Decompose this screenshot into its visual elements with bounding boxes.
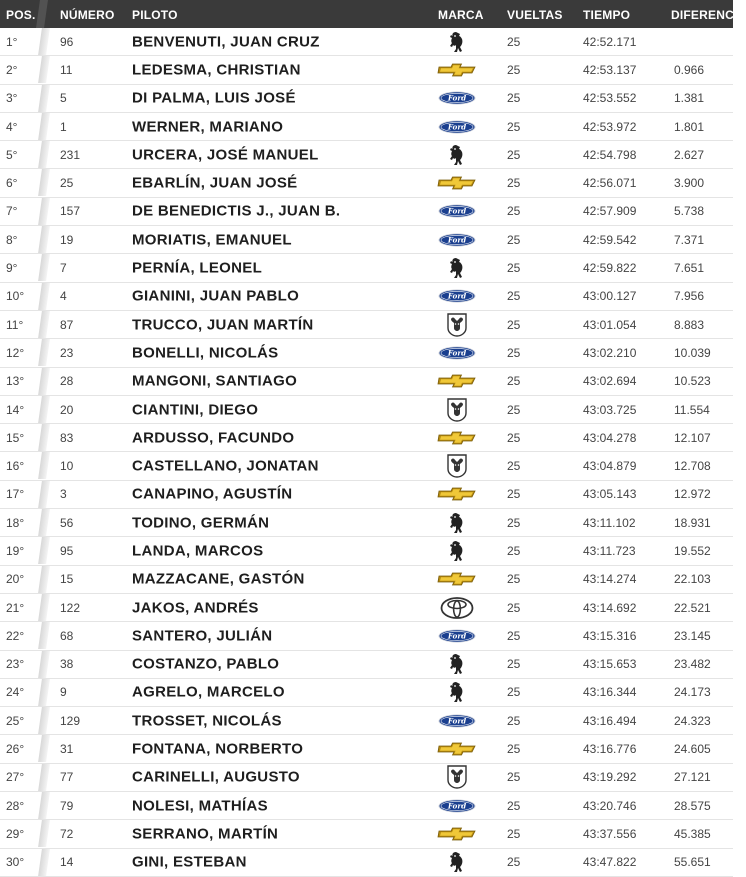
torino-bull-icon (437, 31, 477, 53)
gap-cell: 45.385 (674, 826, 711, 841)
laps-cell: 25 (507, 572, 521, 587)
table-row[interactable] (0, 169, 733, 197)
header-diferencia[interactable]: DIFERENCIA (671, 8, 746, 22)
table-row[interactable] (0, 198, 733, 226)
row-stripe (32, 113, 52, 140)
chevrolet-bowtie-icon (437, 59, 477, 81)
svg-text:Ford: Ford (447, 348, 467, 358)
ford-oval-icon (437, 342, 477, 364)
car-number-cell: 31 (60, 742, 74, 757)
table-row[interactable] (0, 339, 733, 367)
gap-cell: 23.145 (674, 628, 711, 643)
laps-cell: 25 (507, 798, 521, 813)
row-stripe (32, 792, 52, 819)
svg-text:Ford: Ford (447, 291, 467, 301)
laps-cell: 25 (507, 855, 521, 870)
position-cell: 19° (6, 543, 25, 558)
gap-cell: 5.738 (674, 204, 705, 219)
table-row[interactable] (0, 481, 733, 509)
position-cell: 3° (6, 91, 18, 106)
header-marca[interactable]: MARCA (438, 8, 484, 22)
dodge-ram-icon (437, 455, 477, 477)
laps-cell: 25 (507, 374, 521, 389)
row-stripe (32, 396, 52, 423)
car-number-cell: 83 (60, 430, 74, 445)
table-row[interactable] (0, 368, 733, 396)
position-cell: 5° (6, 147, 18, 162)
car-number-cell: 11 (60, 62, 73, 77)
car-number-cell: 15 (60, 572, 74, 587)
driver-name-cell: BONELLI, NICOLÁS (132, 344, 279, 362)
gap-cell: 24.323 (674, 713, 711, 728)
time-cell: 43:00.127 (583, 289, 637, 304)
table-row[interactable] (0, 622, 733, 650)
gap-cell: 1.381 (674, 91, 705, 106)
table-row[interactable] (0, 735, 733, 763)
gap-cell: 19.552 (674, 543, 711, 558)
position-cell: 4° (6, 119, 18, 134)
header-pos[interactable]: POS. (6, 8, 36, 22)
time-cell: 43:01.054 (583, 317, 637, 332)
dodge-ram-icon (437, 314, 477, 336)
table-row[interactable] (0, 792, 733, 820)
driver-name-cell: EBARLÍN, JUAN JOSÉ (132, 174, 298, 192)
row-stripe (32, 28, 52, 55)
table-header (0, 0, 746, 28)
laps-cell: 25 (507, 742, 521, 757)
row-stripe (32, 566, 52, 593)
svg-text:Ford: Ford (447, 801, 467, 811)
laps-cell: 25 (507, 34, 521, 49)
gap-cell: 12.972 (674, 487, 711, 502)
car-number-cell: 23 (60, 345, 74, 360)
table-row[interactable] (0, 254, 733, 282)
laps-cell: 25 (507, 543, 521, 558)
row-stripe (32, 622, 52, 649)
car-number-cell: 231 (60, 147, 81, 162)
driver-name-cell: COSTANZO, PABLO (132, 655, 280, 673)
table-row[interactable] (0, 452, 733, 480)
time-cell: 43:02.210 (583, 345, 637, 360)
table-row[interactable] (0, 594, 733, 622)
laps-cell: 25 (507, 289, 521, 304)
driver-name-cell: DE BENEDICTIS J., JUAN B. (132, 202, 341, 220)
time-cell: 42:53.552 (583, 91, 637, 106)
laps-cell: 25 (507, 826, 521, 841)
driver-name-cell: LEDESMA, CHRISTIAN (132, 61, 301, 79)
ford-oval-icon (437, 200, 477, 222)
car-number-cell: 95 (60, 543, 74, 558)
row-stripe (32, 509, 52, 536)
time-cell: 42:59.822 (583, 261, 637, 276)
row-stripe (32, 707, 52, 734)
gap-cell: 12.708 (674, 459, 711, 474)
gap-cell: 23.482 (674, 657, 711, 672)
row-stripe (32, 339, 52, 366)
ford-oval-icon (437, 625, 477, 647)
row-stripe (32, 424, 52, 451)
position-cell: 26° (6, 742, 25, 757)
driver-name-cell: TODINO, GERMÁN (132, 514, 270, 532)
car-number-cell: 1 (60, 119, 67, 134)
car-number-cell: 10 (60, 459, 74, 474)
table-row[interactable] (0, 283, 733, 311)
driver-name-cell: LANDA, MARCOS (132, 542, 264, 560)
driver-name-cell: BENVENUTI, JUAN CRUZ (132, 33, 320, 51)
position-cell: 9° (6, 261, 18, 276)
torino-bull-icon (437, 653, 477, 675)
position-cell: 13° (6, 374, 25, 389)
laps-cell: 25 (507, 62, 521, 77)
ford-oval-icon (437, 285, 477, 307)
laps-cell: 25 (507, 628, 521, 643)
table-row[interactable] (0, 85, 733, 113)
row-stripe (32, 283, 52, 310)
time-cell: 43:15.653 (583, 657, 637, 672)
gap-cell: 10.523 (674, 374, 711, 389)
position-cell: 12° (6, 345, 25, 360)
laps-cell: 25 (507, 176, 521, 191)
row-stripe (32, 56, 52, 83)
driver-name-cell: CIANTINI, DIEGO (132, 401, 259, 418)
car-number-cell: 79 (60, 798, 74, 813)
header-stripe (36, 0, 48, 28)
driver-name-cell: PERNÍA, LEONEL (132, 259, 263, 277)
ford-oval-icon (437, 116, 477, 138)
table-row[interactable] (0, 651, 733, 679)
time-cell: 43:16.776 (583, 742, 637, 757)
gap-cell: 24.605 (674, 742, 711, 757)
gap-cell: 28.575 (674, 798, 711, 813)
time-cell: 43:15.316 (583, 628, 637, 643)
table-row[interactable] (0, 820, 733, 848)
row-stripe (32, 679, 52, 706)
car-number-cell: 3 (60, 487, 67, 502)
position-cell: 11° (6, 317, 24, 332)
time-cell: 43:04.879 (583, 459, 637, 474)
row-stripe (32, 141, 52, 168)
car-number-cell: 25 (60, 176, 74, 191)
row-stripe (32, 820, 52, 847)
time-cell: 42:53.137 (583, 62, 637, 77)
table-row[interactable] (0, 56, 733, 84)
gap-cell: 27.121 (674, 770, 711, 785)
laps-cell: 25 (507, 515, 521, 530)
dodge-ram-icon (437, 766, 477, 788)
laps-cell: 25 (507, 91, 521, 106)
time-cell: 43:02.694 (583, 374, 637, 389)
position-cell: 27° (6, 770, 25, 785)
gap-cell: 12.107 (674, 430, 711, 445)
position-cell: 24° (6, 685, 25, 700)
row-stripe (32, 368, 52, 395)
dodge-ram-icon (437, 399, 477, 421)
svg-text:Ford: Ford (447, 207, 467, 217)
row-stripe (32, 764, 52, 791)
time-cell: 43:37.556 (583, 826, 637, 841)
ford-oval-icon (437, 795, 477, 817)
row-stripe (32, 254, 52, 281)
position-cell: 14° (6, 402, 25, 417)
gap-cell: 7.371 (674, 232, 705, 247)
driver-name-cell: CANAPINO, AGUSTÍN (132, 485, 293, 503)
laps-cell: 25 (507, 713, 521, 728)
time-cell: 43:19.292 (583, 770, 637, 785)
ford-oval-icon (437, 87, 477, 109)
driver-name-cell: CASTELLANO, JONATAN (132, 457, 319, 475)
driver-name-cell: NOLESI, MATHÍAS (132, 797, 268, 815)
laps-cell: 25 (507, 317, 521, 332)
laps-cell: 25 (507, 147, 521, 162)
svg-text:Ford: Ford (447, 122, 467, 132)
car-number-cell: 56 (60, 515, 74, 530)
car-number-cell: 68 (60, 628, 74, 643)
table-body (0, 28, 733, 877)
gap-cell: 8.883 (674, 317, 705, 332)
position-cell: 30° (6, 855, 25, 870)
car-number-cell: 9 (60, 685, 67, 700)
gap-cell: 0.966 (674, 62, 705, 77)
position-cell: 6° (6, 176, 18, 191)
time-cell: 43:16.494 (583, 713, 637, 728)
chevrolet-bowtie-icon (437, 483, 477, 505)
torino-bull-icon (437, 512, 477, 534)
ford-oval-icon (437, 710, 477, 732)
row-stripe (32, 452, 52, 479)
car-number-cell: 4 (60, 289, 67, 304)
torino-bull-icon (437, 540, 477, 562)
driver-name-cell: CARINELLI, AUGUSTO (132, 768, 300, 786)
chevrolet-bowtie-icon (437, 823, 477, 845)
laps-cell: 25 (507, 770, 521, 785)
gap-cell: 7.651 (674, 261, 705, 276)
chevrolet-bowtie-icon (437, 568, 477, 590)
driver-name-cell: GINI, ESTEBAN (132, 853, 247, 871)
table-row[interactable] (0, 396, 733, 424)
row-stripe (32, 481, 52, 508)
driver-name-cell: WERNER, MARIANO (132, 118, 284, 136)
gap-cell: 2.627 (674, 147, 705, 162)
time-cell: 43:11.723 (583, 543, 636, 558)
laps-cell: 25 (507, 402, 521, 417)
table-row[interactable] (0, 424, 733, 452)
time-cell: 43:05.143 (583, 487, 637, 502)
car-number-cell: 87 (60, 317, 74, 332)
svg-text:Ford: Ford (447, 631, 467, 641)
position-cell: 2° (6, 62, 18, 77)
row-stripe (32, 198, 52, 225)
gap-cell: 3.900 (674, 176, 705, 191)
position-cell: 21° (6, 600, 25, 615)
table-row[interactable] (0, 141, 733, 169)
laps-cell: 25 (507, 232, 521, 247)
torino-bull-icon (437, 144, 477, 166)
time-cell: 42:54.798 (583, 147, 637, 162)
torino-bull-icon (437, 851, 477, 873)
position-cell: 16° (6, 459, 25, 474)
table-row[interactable] (0, 28, 733, 56)
toyota-emblem-icon (437, 597, 477, 619)
torino-bull-icon (437, 681, 477, 703)
table-row[interactable] (0, 679, 733, 707)
position-cell: 25° (6, 713, 25, 728)
position-cell: 28° (6, 798, 25, 813)
header-numero[interactable]: NÚMERO (60, 8, 115, 22)
chevrolet-bowtie-icon (437, 172, 477, 194)
gap-cell: 10.039 (674, 345, 711, 360)
ford-oval-icon (437, 229, 477, 251)
gap-cell: 24.173 (674, 685, 711, 700)
table-row[interactable] (0, 707, 733, 735)
header-piloto[interactable]: PILOTO (132, 8, 178, 22)
position-cell: 18° (6, 515, 25, 530)
time-cell: 43:03.725 (583, 402, 637, 417)
header-tiempo[interactable]: TIEMPO (583, 8, 631, 22)
car-number-cell: 5 (60, 91, 67, 106)
car-number-cell: 122 (60, 600, 81, 615)
chevrolet-bowtie-icon (437, 738, 477, 760)
gap-cell: 1.801 (674, 119, 705, 134)
time-cell: 43:14.274 (583, 572, 637, 587)
driver-name-cell: FONTANA, NORBERTO (132, 740, 304, 758)
driver-name-cell: JAKOS, ANDRÉS (132, 599, 259, 617)
laps-cell: 25 (507, 600, 521, 615)
driver-name-cell: DI PALMA, LUIS JOSÉ (132, 89, 296, 107)
position-cell: 22° (6, 628, 25, 643)
table-row[interactable] (0, 311, 733, 339)
driver-name-cell: MAZZACANE, GASTÓN (132, 570, 305, 588)
position-cell: 17° (6, 487, 25, 502)
car-number-cell: 38 (60, 657, 74, 672)
time-cell: 43:11.102 (583, 515, 636, 530)
time-cell: 42:56.071 (583, 176, 637, 191)
position-cell: 1° (6, 34, 18, 49)
laps-cell: 25 (507, 119, 521, 134)
svg-text:Ford: Ford (447, 235, 467, 245)
row-stripe (32, 594, 52, 621)
laps-cell: 25 (507, 204, 521, 219)
car-number-cell: 28 (60, 374, 74, 389)
driver-name-cell: SANTERO, JULIÁN (132, 627, 273, 645)
laps-cell: 25 (507, 459, 521, 474)
driver-name-cell: URCERA, JOSÉ MANUEL (132, 146, 319, 164)
position-cell: 29° (6, 826, 25, 841)
table-row[interactable] (0, 849, 733, 877)
car-number-cell: 96 (60, 34, 74, 49)
row-stripe (32, 311, 52, 338)
laps-cell: 25 (507, 487, 521, 502)
table-row[interactable] (0, 764, 733, 792)
position-cell: 7° (6, 204, 18, 219)
driver-name-cell: GIANINI, JUAN PABLO (132, 287, 300, 305)
row-stripe (32, 226, 52, 253)
car-number-cell: 157 (60, 204, 81, 219)
driver-name-cell: SERRANO, MARTÍN (132, 825, 279, 843)
car-number-cell: 72 (60, 826, 74, 841)
table-row[interactable] (0, 226, 733, 254)
gap-cell: 22.521 (674, 600, 711, 615)
svg-text:Ford: Ford (447, 716, 467, 726)
gap-cell: 22.103 (674, 572, 711, 587)
gap-cell: 18.931 (674, 515, 711, 530)
car-number-cell: 14 (60, 855, 74, 870)
row-stripe (32, 849, 52, 876)
table-row[interactable] (0, 537, 733, 565)
gap-cell: 11.554 (674, 402, 710, 417)
time-cell: 43:47.822 (583, 855, 637, 870)
car-number-cell: 129 (60, 713, 81, 728)
driver-name-cell: AGRELO, MARCELO (132, 683, 285, 701)
laps-cell: 25 (507, 685, 521, 700)
time-cell: 43:14.692 (583, 600, 637, 615)
car-number-cell: 7 (60, 261, 67, 276)
row-stripe (32, 735, 52, 762)
laps-cell: 25 (507, 261, 521, 276)
driver-name-cell: MORIATIS, EMANUEL (132, 231, 292, 249)
driver-name-cell: TRUCCO, JUAN MARTÍN (132, 316, 314, 334)
time-cell: 43:16.344 (583, 685, 637, 700)
car-number-cell: 20 (60, 402, 74, 417)
row-stripe (32, 651, 52, 678)
driver-name-cell: MANGONI, SANTIAGO (132, 372, 298, 390)
position-cell: 20° (6, 572, 25, 587)
position-cell: 10° (6, 289, 25, 304)
car-number-cell: 19 (60, 232, 74, 247)
laps-cell: 25 (507, 430, 521, 445)
laps-cell: 25 (507, 657, 521, 672)
time-cell: 42:57.909 (583, 204, 637, 219)
chevrolet-bowtie-icon (437, 427, 477, 449)
time-cell: 43:20.746 (583, 798, 637, 813)
svg-text:Ford: Ford (447, 93, 467, 103)
time-cell: 42:52.171 (583, 34, 637, 49)
row-stripe (32, 85, 52, 112)
torino-bull-icon (437, 257, 477, 279)
row-stripe (32, 169, 52, 196)
laps-cell: 25 (507, 345, 521, 360)
time-cell: 42:53.972 (583, 119, 637, 134)
table-row[interactable] (0, 113, 733, 141)
gap-cell: 7.956 (674, 289, 705, 304)
row-stripe (32, 537, 52, 564)
chevrolet-bowtie-icon (437, 370, 477, 392)
driver-name-cell: TROSSET, NICOLÁS (132, 712, 282, 730)
gap-cell: 55.651 (674, 855, 711, 870)
table-row[interactable] (0, 566, 733, 594)
position-cell: 23° (6, 657, 25, 672)
time-cell: 43:04.278 (583, 430, 637, 445)
position-cell: 15° (6, 430, 25, 445)
header-vueltas[interactable]: VUELTAS (507, 8, 563, 22)
table-row[interactable] (0, 509, 733, 537)
position-cell: 8° (6, 232, 18, 247)
driver-name-cell: ARDUSSO, FACUNDO (132, 429, 295, 447)
car-number-cell: 77 (60, 770, 74, 785)
time-cell: 42:59.542 (583, 232, 637, 247)
